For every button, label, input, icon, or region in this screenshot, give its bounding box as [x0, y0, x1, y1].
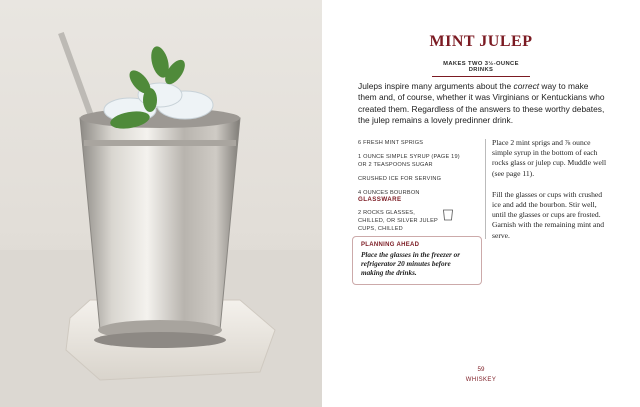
ingredients-list: [358, 139, 468, 203]
step-paragraph: Place 2 mint sprigs and ⅞ ounce simple syrup in the bottom of each rocks glass or julep cup. Muddle well (see page 11).: [492, 138, 607, 178]
recipe-title: MINT JULEP: [429, 33, 533, 50]
ingredient-item: 1 OUNCE SIMPLE SYRUP (PAGE 19) OR 2 TEASPOONS SUGAR: [358, 154, 460, 168]
recipe-yield: MAKES TWO 3½-OUNCE DRINKS: [432, 61, 530, 77]
planning-heading: PLANNING AHEAD: [361, 242, 420, 248]
recipe-intro: [358, 81, 608, 127]
page-number: 59: [477, 366, 485, 373]
ingredient-item: 4 OUNCES BOURBON: [358, 190, 420, 196]
intro-emphasis: correct: [513, 81, 540, 91]
ingredient-item: 6 FRESH MINT SPRIGS: [358, 140, 424, 146]
rocks-glass-icon: [442, 209, 454, 221]
column-divider: [485, 139, 486, 239]
intro-text-end: way to make them and, of course, whether it was Virginians or Kentuckians who created them. Regardless of the answers to these worthy debates, the julep remains a lovely predinner drink.: [358, 81, 605, 126]
planning-ahead-box: [352, 236, 482, 285]
ingredient-item: CRUSHED ICE FOR SERVING: [358, 176, 442, 182]
planning-text: Place the glasses in the freezer or refrigerator 20 minutes before making the drinks.: [361, 251, 461, 277]
recipe-page: [322, 0, 640, 407]
step-paragraph: Fill the glasses or cups with crushed ice and add the bourbon. Stir well, until the glasses or cups are frosted. Garnish with the remaining mint and serve.: [492, 189, 604, 240]
intro-text-start: Juleps inspire many arguments about the: [358, 81, 514, 91]
glassware-text: 2 ROCKS GLASSES, CHILLED, OR SILVER JULEP CUPS, CHILLED: [358, 210, 438, 232]
section-name: WHISKEY: [465, 377, 497, 383]
glassware-heading: GLASSWARE: [358, 196, 402, 203]
recipe-steps: [492, 138, 610, 252]
